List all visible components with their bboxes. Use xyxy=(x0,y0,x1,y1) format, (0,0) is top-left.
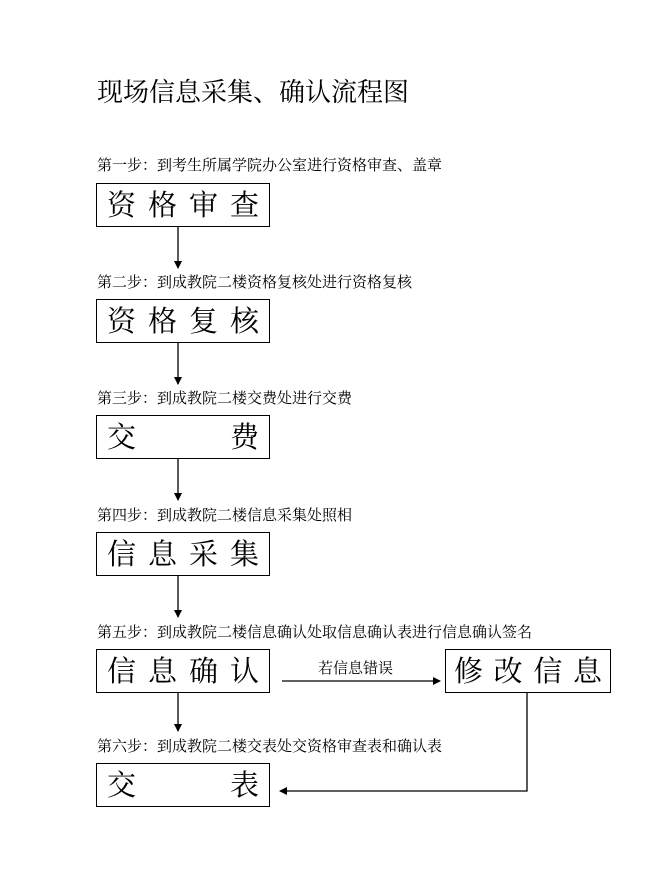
branch-box xyxy=(445,649,611,693)
step-6-box xyxy=(96,763,270,807)
step-5-box-char: 息 xyxy=(147,654,177,688)
step-1-caption: 第一步：到考生所属学院办公室进行资格审查、盖章 xyxy=(97,156,443,174)
branch-label: 若信息错误 xyxy=(318,659,394,677)
step-4-box-char: 息 xyxy=(147,537,177,571)
step-4-box-char: 集 xyxy=(229,537,259,571)
branch-box-char: 修 xyxy=(454,654,484,688)
step-1-box xyxy=(96,183,270,227)
step-1-box-char: 查 xyxy=(229,188,259,222)
step-5-caption: 第五步：到成教院二楼信息确认处取信息确认表进行信息确认签名 xyxy=(97,623,533,641)
step-3-box-char: 费 xyxy=(229,420,259,454)
step-3-box xyxy=(96,415,270,459)
step-3-box-char: 交 xyxy=(107,420,137,454)
step-6-caption: 第六步：到成教院二楼交表处交资格审查表和确认表 xyxy=(97,737,443,755)
step-4-box-char: 信 xyxy=(107,537,137,571)
step-5-box-char: 信 xyxy=(107,654,137,688)
step-2-box-char: 资 xyxy=(107,304,137,338)
branch-box-char: 信 xyxy=(533,654,563,688)
step-3-caption: 第三步：到成教院二楼交费处进行交费 xyxy=(97,389,353,407)
step-1-box-char: 格 xyxy=(147,188,177,222)
step-4-box-char: 采 xyxy=(188,537,218,571)
step-6-box-char: 表 xyxy=(229,768,259,802)
step-2-box-char: 格 xyxy=(147,304,177,338)
branch-box-char: 息 xyxy=(572,654,602,688)
step-1-box-char: 资 xyxy=(107,188,137,222)
step-5-box xyxy=(96,649,270,693)
step-5-box-char: 确 xyxy=(188,654,218,688)
step-4-caption: 第四步：到成教院二楼信息采集处照相 xyxy=(97,506,353,524)
step-2-box-char: 核 xyxy=(229,304,259,338)
step-5-box-char: 认 xyxy=(229,654,259,688)
step-4-box xyxy=(96,532,270,576)
step-2-caption: 第二步：到成教院二楼资格复核处进行资格复核 xyxy=(97,273,413,291)
step-2-box xyxy=(96,299,270,343)
step-6-box-char: 交 xyxy=(107,768,137,802)
page-title: 现场信息采集、确认流程图 xyxy=(97,78,410,108)
step-1-box-char: 审 xyxy=(188,188,218,222)
branch-box-char: 改 xyxy=(493,654,523,688)
step-2-box-char: 复 xyxy=(188,304,218,338)
